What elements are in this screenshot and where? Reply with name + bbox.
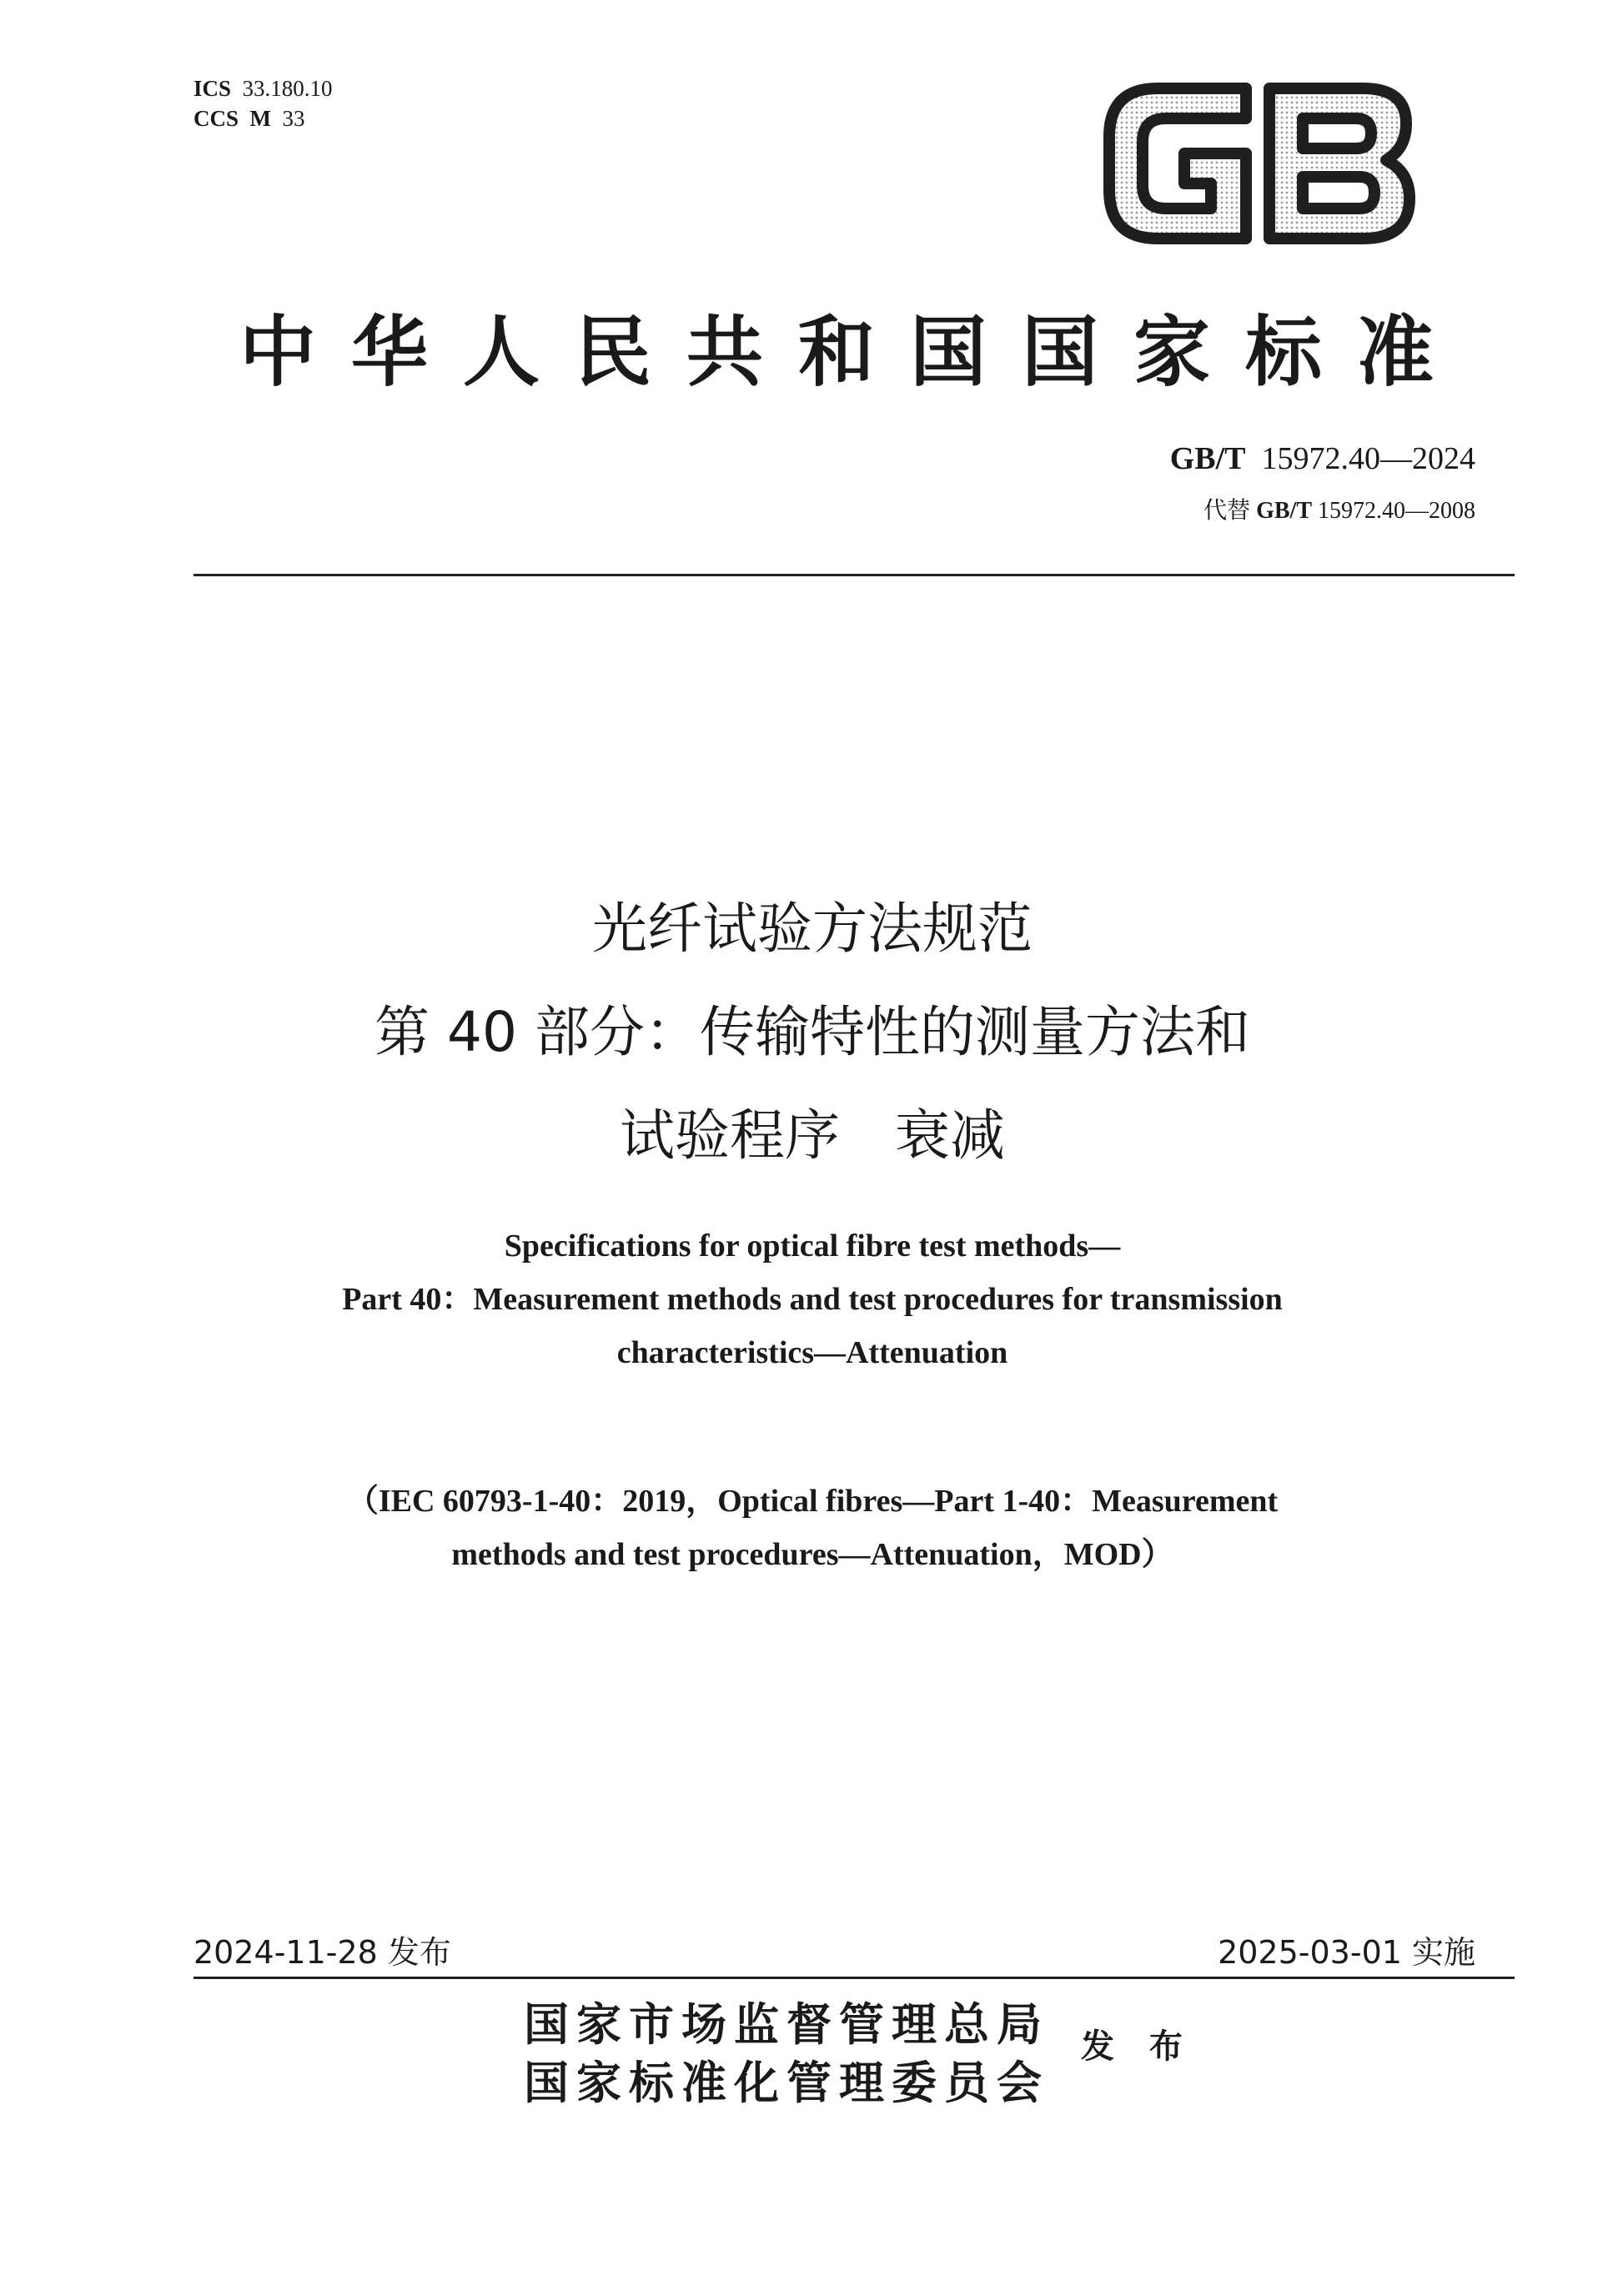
header-divider	[193, 574, 1515, 576]
english-title-line-1: Specifications for optical fibre test methods—	[504, 1228, 1121, 1264]
replace-number: 15972.40—2008	[1318, 498, 1475, 524]
chinese-title	[193, 877, 1431, 1188]
replace-code: GB/T	[1256, 498, 1312, 524]
iec-reference-line-1: （IEC 60793-1-40：2019，Optical fibres—Part 1-40：Measurement	[346, 1484, 1279, 1519]
standard-number-value: 15972.40—2024	[1261, 441, 1475, 476]
ccs-class: M	[249, 106, 271, 131]
chinese-title-line-3: 试验程序 衰减	[620, 1103, 1005, 1168]
issuer-sac: 国家标准化管理委员会	[524, 2056, 1049, 2109]
issuer-samr: 国家市场监督管理总局	[524, 1997, 1049, 2051]
footer-divider	[193, 1977, 1515, 1979]
gb-logo	[1099, 80, 1419, 247]
iec-reference	[193, 1475, 1431, 1581]
ics-value: 33.180.10	[242, 76, 333, 101]
standard-number	[1170, 440, 1475, 477]
english-title-line-3: characteristics—Attenuation	[616, 1335, 1008, 1370]
chinese-title-line-2: 第 40 部分：传输特性的测量方法和	[374, 1000, 1250, 1064]
ccs-label: CCS	[193, 106, 239, 131]
gb-logo-mark	[1099, 80, 1419, 247]
english-title	[193, 1219, 1431, 1379]
ics-code	[193, 73, 333, 103]
ccs-code	[193, 103, 333, 133]
issue-date: 2024-11-28 发布	[193, 1934, 451, 1971]
ccs-value: 33	[282, 106, 305, 131]
english-title-line-2: Part 40：Measurement methods and test procedures for transmission	[342, 1282, 1283, 1317]
implementation-date: 2025-03-01 实施	[1218, 1934, 1475, 1971]
replaced-standard	[1203, 492, 1475, 525]
issued-label: 发 布	[1081, 2027, 1194, 2066]
standard-prefix: GB/T	[1169, 441, 1246, 476]
replace-prefix: 代替	[1203, 498, 1251, 524]
ics-label: ICS	[193, 76, 232, 101]
issuing-authorities	[524, 1995, 1049, 2112]
chinese-title-line-1: 光纤试验方法规范	[592, 897, 1033, 961]
iec-reference-line-2: methods and test procedures—Attenuation，MOD）	[451, 1537, 1173, 1572]
classification-codes	[193, 73, 333, 133]
national-standard-heading: 中华人民共和国国家标准	[239, 308, 1469, 397]
